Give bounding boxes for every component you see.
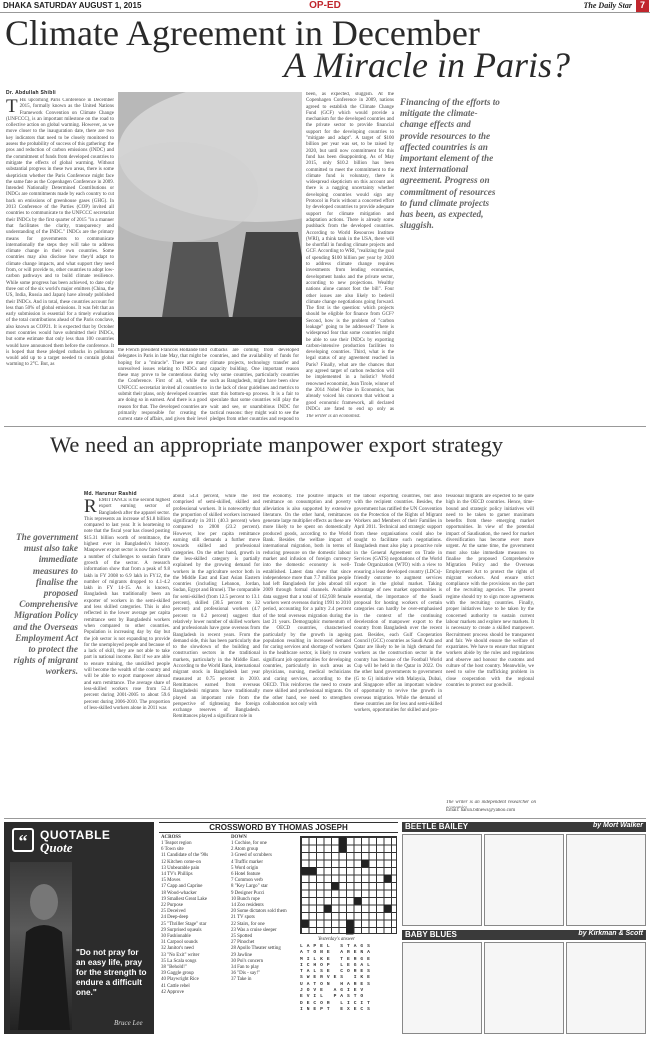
article1-col4: been, as expected, sluggish. At the Copenhagen Conference in 2009, nations agreed to establish the Climate Change Fund (GCF) which would provide a mechanism for the developed countries and the private sector to provide financial support for the developing countries to "mitigate and adapt". A target of $100 billion per year was set, to be raised by 2020, but until now commitment for this fund has been disappointing. As of May 2015, only $10.2 billion has been committed to meet the commitment to the climate fund is voluntary, there is widespread skepticism on this account and there is a nagging uncertainty whether developing countries would sign any Protocol in Paris without a concerted effort by developed countries to provide adequate support for climate mitigation and adaptation actions. There is already some pushback from the developed countries. According to World Resources Institute (WRI), a think tank in the USA, there will be shortfall in funding climate projects and GCF. According to WRI, "realizing the goal of spending $100 billion per year by 2020 to address climate change requires investments from lending economies, development banks and the private sector, according to new projections. Wealthy nations alone cannot foot the bill". Four other issues are also likely to bedevil climate change negotiations going forward. The first is the question: which projects should be eligible for finance from GCF? Second, how is the problem of "carbon leakage" going to be addressed? There is widespread fear that some countries might be able to use their INDCs by exporting carbon-intensive production facilities to developing countries. Third, what is the legal status of any agreement reached in Paris? Finally, what are the chances that any agreed target of carbon reduction will be implemented in a holistic? World renowned economist, Jean Tirole, winner of the 2014 Nobel Prize in Economics, has already voiced his concern that without a good economic framework, all declared INDCs are fated to end up only as: [302, 92, 394, 412]
across-clue: 11 Candidate of the '90s: [161, 853, 209, 859]
paper-name: The Daily Star: [583, 1, 632, 10]
across-clue: 41 Cattle rebel: [161, 983, 190, 989]
crossword-grid[interactable]: [300, 836, 397, 934]
bruce-lee-portrait: [10, 862, 72, 1030]
article2-email: Email: harun.bdnews@yahoo.com: [446, 808, 516, 813]
across-clue: 38 "Behold!": [161, 965, 187, 971]
across-clue: 29 Surprised squeals: [161, 927, 202, 933]
baby-blues-panel-1: [402, 942, 482, 1034]
masthead: [0, 0, 650, 13]
across-clue: 32 Janitor's need: [161, 946, 194, 952]
down-clue: 36 "Dis - say!": [231, 971, 261, 977]
beetle-bailey-header: [402, 822, 646, 832]
down-clue: 1 Cochise, for one: [231, 841, 267, 846]
quote-author: Bruce Lee: [114, 1019, 143, 1027]
across-clue: 42 Approve: [161, 989, 184, 995]
byline-rashid: Md. Harunur Rashid: [84, 491, 137, 497]
down-clue: 7 Common verb: [231, 878, 263, 884]
quotable-label: QUOTABLE: [40, 828, 111, 842]
down-clue: 20 Some dictators sold them: [231, 909, 287, 915]
across-clue: 19 Smallest Great Lake: [161, 896, 208, 902]
across-clue: 25 Deceived: [161, 909, 186, 915]
down-clue: 4 Traffic marker: [231, 859, 263, 865]
across-clue: 14 TV's Phillips: [161, 872, 193, 878]
drop-cap-t: T: [6, 98, 18, 117]
baby-blues-author: by Kirkman & Scott: [578, 930, 643, 937]
byline-shibli: Dr. Abdullah Shibli: [6, 90, 56, 96]
across-clue: 25 "Thriller Stage" star: [161, 921, 207, 927]
section-label: OP-ED: [309, 0, 341, 11]
beetle-bailey-panel-3: [566, 834, 646, 926]
down-clue: 34 Fan to play: [231, 965, 260, 971]
across-clues: [161, 841, 229, 996]
article1-col1: [6, 98, 114, 424]
beetle-bailey-author: by Mort Walker: [592, 822, 643, 829]
down-clue: 21 TV spots: [231, 915, 255, 921]
across-label: ACROSS: [161, 835, 181, 840]
down-clue: 9 Designer Pucci: [231, 890, 265, 896]
divider: [4, 426, 646, 427]
down-label: DOWN: [231, 835, 247, 840]
across-clue: 6 Town site: [161, 847, 184, 853]
article1-col3: cutbacks are coming from developed countries, and the availability of funds for climate projects, technology transfer and capacity building. One important reason why some countries, particularly countries such as Bangladesh, might have been slow in the lack of clear guidelines and metrics to start this bottom-up process. It is a fair to speculate that some countries will play the wait and see, or unambitious INDC for tactical reasons: they might wait to see the pledges from other countries and respond to: [210, 348, 299, 423]
article2-col5: fessional migrants are expected to be quite high in the OECD countries. Hence, time-bound and strategic policy initiatives will need to be taken to garner maximum benefits from these emerging market opportunities. In view of the potential impact of Saudisation, the need for market diversification has become ever more urgent. At the same time, the government must also take immediate measures to finalise the proposed Comprehensive Migration Policy and the Overseas Employment Act to protect the rights of migrant workers. And ensure strict compliance with the provisions on the part of the recruiting agencies. The present regime should try to sign more agreements with the recruiting countries. Finally, proper initiatives have to be taken by the concerned authority to sustain current labour markets and explore new markets. It is necessary to create a skilled manpower. Recruitment process should be transparent and fair. We should ensure the welfare of expatriates. We have to ensure that migrant workers abide by the rules and regulations and observe and honour the customs and culture of the host country. Meanwhile, we need to solve the trafficking problem in close cooperation with the regional countries to protect our goodwill.: [446, 494, 534, 688]
down-clue: 2 Atom group: [231, 847, 259, 853]
quotable-quote-box: [4, 822, 154, 1034]
page-number: 7: [636, 0, 649, 12]
down-clue: 28 Apollo Theater setting: [231, 946, 281, 952]
down-clue: 23 Was a cruise sleeper: [231, 927, 277, 933]
beetle-bailey-panel-2: [484, 834, 564, 926]
across-clue: 30 Fashionable: [161, 934, 191, 940]
baby-blues-title: BABY BLUES: [405, 930, 457, 939]
divider: [4, 818, 646, 819]
quote-icon: “: [12, 828, 34, 852]
baby-blues-header: [402, 930, 646, 940]
across-clue: 24 Deep-deep: [161, 915, 189, 921]
across-clue: 15 Moves: [161, 878, 181, 884]
across-clue: 13 Unbearable pain: [161, 865, 200, 871]
beetle-bailey-title: BEETLE BAILEY: [405, 822, 469, 831]
across-clue: 33 "No Exit" writer: [161, 952, 200, 958]
down-clue: 30 Poi's concern: [231, 958, 264, 964]
article2-col4: the labour exporting countries, but also with the recipient countries. Besides, the government has ratified the UN Convention on the Protection of the Rights of Migrant Workers and Members of their Families in April 2011. Technical and strategic support from these organisations could also be sought to facilitate such negotiations. Bangladesh must also play a proactive role in the General Agreement on Trade in Services (GATS) negotiations of the World Trade Organization (WTO) with a view to ensuring a least developed country (LDCs)-friendly outcome to augment services export in the global market. Taking advantage of new market opportunities is essential, the importance of the Saudi proposal for hosting workers of certain categories can hardly be over-emphasised in the context of the continuing deceleration of manpower export to the country from Bangladesh over the recent past. Besides, each Gulf Cooperation Council (GCC) countries as Saudi Arab and Qatar are likely to be in high demand for workers as the construction sector in the country has because of the Football World Cup will be held in the Qatar in 2022. On the other hand governments to government (G to G) initiative with Malaysia, Dubai, and Singapore offer an important window of opportunity to revive the growth in overseas migration. While the demand of these countries are for less and semi-skilled workers, opportunities for skilled and pro-: [354, 494, 442, 714]
down-clue: 27 Pinochet: [231, 940, 255, 946]
masthead-date: DHAKA SATURDAY AUGUST 1, 2015: [3, 1, 142, 10]
headline-climate: Climate Agreement in December: [5, 13, 480, 53]
down-clue: 6 Hotel feature: [231, 872, 261, 878]
baby-blues-panel-2: [484, 942, 564, 1034]
article1-footnote: The writer is an economist.: [306, 414, 361, 419]
article1-col2: the French president Francois Hollande told delegates in Paris in late May, that might be hoping for a "miracle". There are many unresolved issues relating to INDCs and these may prove to be contentious during the Conference. First of all, while the UNFCCC secretariat invited all countries to submit their plans, only developed countries are doing so in earnest. And there is a good reason for that. The developed countries are primarily responsible for creating the current state of affairs, and given their level: [118, 348, 207, 423]
quote-label: Quote: [40, 840, 73, 855]
article2-col1: [84, 498, 170, 816]
pull-quote-financing: Financing of the efforts to mitigate the climate-change effects and provide resources to the affected countries is an important element of the next international agreement. Progress on commitment of resources to fund climate projects has been, as expected, sluggish.: [400, 97, 500, 231]
across-clue: 18 Wood-whacker: [161, 890, 197, 896]
headline-manpower: We need an appropriate manpower export strategy: [50, 432, 503, 457]
yesterday-answer-grid: L A P E L S T A G S A T O N E A R E N A M I L K E T E R G E I C H O P L E G A L T A L S E C O R E S S W E R V E S I K E U A T O N H A R E S J O V E A G I E V E V I L P A S T O D E C O R L I C I T I N E P T E X E C S: [300, 944, 371, 1012]
across-clue: 40 Playwright Rice: [161, 977, 199, 983]
crossword-title: CROSSWORD BY THOMAS JOSEPH: [159, 822, 398, 833]
across-clue: 22 Purpose: [161, 903, 183, 909]
down-clue: 14 Zoo residents: [231, 903, 264, 909]
across-clue: 35 La Scala songs: [161, 958, 197, 964]
across-clue: 1 Teapot region: [161, 841, 192, 846]
article2-col1-text: EMITTANCE is the second highest export earning sector of Bangladesh after the apparel sector. This represents an increase of $1.8 billion compared to last year. It is heartening to note that the fiscal year has closed posting $15.31 billion worth of remittance, the highest ever in Bangladesh's history. Manpower export sector is now faced with a number of challenges to sustain future growth of the sector. A research information show that from a peak of 9.8 lakh in FY 2008 to 6.9 lakh in FY12, the number of migrants dropped to 4.1-4.2 lakh in FY 14-15. As is known, Bangladesh has traditionally been an exporter of workers in the semi-skilled and less skilled categories. This is also reflected in the lower average per capita remittance sent by Bangladeshi workers when compared to other countries. Population is increasing day by day but the job sector is not expanding to provide for the unemployed people and because of a lack of skill, they are not able to take part in national income. But if we are able to ensure training, the unskilled people will become the wealth of the country and will be able to export manpower abroad and earn remittance. The average share of less-skilled workers rose from 52.4 percent during 2001-2005 to about 59.6 percent during 2006-2010. The proportion of less-skilled workers alone in 2011 was: [84, 498, 170, 711]
headline-miracle: A Miracle in Paris?: [283, 45, 570, 85]
beetle-bailey-panel-1: [402, 834, 482, 926]
yesterday-answer-label: Yesterday's answer: [318, 937, 355, 942]
down-clue: 37 Take in: [231, 977, 252, 983]
quote-text: "Do not pray for an easy life, pray for the strength to endure a difficult one.": [76, 948, 147, 997]
across-clue: 31 Carpool sounds: [161, 940, 198, 946]
down-clue: 22 Stairs, for one: [231, 921, 265, 927]
down-clue: 8 "Key Largo" star: [231, 884, 268, 890]
pull-quote-government: The government must also take immediate measures to finalise the proposed Comprehensive Migration Policy and the Overseas Employment Act to protect the rights of migrant workers.: [13, 532, 78, 677]
across-clue: 39 Gaggle group: [161, 971, 194, 977]
drop-cap-r: R: [84, 498, 97, 517]
down-clue: 3 Greed of scrubbers: [231, 853, 272, 859]
baby-blues-panel-3: [566, 942, 646, 1034]
across-clue: 12 Kitchen come-on: [161, 859, 201, 865]
article1-col1-text: HE upcoming Paris Conference in December 2015, formally known as the United Nations Framework Convention on Climate Change (UNFCCC), is an important milestone on the road to collective action on global warming. However, as we move closer to the inauguration date, there are two key indicators that need to be closely monitored to assess the probability of success of this gathering: the pros and reduction of carbon emissions (INDC) and the commitment of funds from developed countries to mitigate the effects of global warming. Without substantial progress in these two areas, there is some skepticism whether the Paris Conference might face the same fate as the Copenhagen Conference in 2009. Intended Nationally Determined Contributions or INDCs are commitments made by each country to cut back on emissions of greenhouse gases (GHG). In 2013 Conference of the Parties (COP) invited all countries to communicate to the UNFCCC secretariat their INDCs by the first quarter of 2015 "in a manner that facilitates the clarity, transparency and understanding of the INDC." INDCs are the primary means for governments to communicate internationally the steps they will take to address climate change in their own countries. Some countries may also disclose how they'd adapt to climate change impacts, and what support they need from, or will provide to, other countries to adopt low-carbon pathways and to build climate resilience. While some progress has been achieved, to date only three out of the six world's major emitters (China, the US, India, Russia and Japan) have already published their INDCs. And in total, these countries account for less than 50% of global emissions. It was felt that an early submission is essential for a timely evaluation of the total contributions ahead of the Paris conclave, also known as COP21. It is expected that by October most countries would have submitted their INDCs, but some estimate that only less than 100 countries would have announced them before the conference. It is hoped that these pledged cutbacks in pollutants would add up to a target needed to contain global warming to 2°C. But, as: [6, 98, 114, 368]
down-clue: 29 Jawline: [231, 952, 253, 958]
article2-footnote: The writer is an independent researcher on: [446, 800, 536, 805]
down-clues: [231, 841, 299, 984]
across-clue: 17 Capp and Caprine: [161, 884, 203, 890]
article2-col3: the economy. The positive impacts of remittance on consumption and poverty alleviation is also supported by extensive literature. On the other hand, remittances generate large multiplier effects as these are more likely to be spent on domestically produced goods, according to the World Bank. Besides the welfare impact of international migration, both in terms of reducing pressure on the domestic labour market and infusion of foreign currency into the domestic economy is well-established. Latest data show that since independence more than 7.7 million people had left Bangladesh for jobs abroad till 2009 through formal channels. Available data suggest that a total of 162,938 female workers went overseas during 1991 to 2010 period, accounting for a paltry 2.4 percent of the total overseas migration during the last 21 years. Demographic momentum of the OECD countries, characterised particularly by the growth in ageing population resulting in increased demand for caring services and shortage of workers in the healthcare sector, is likely to create significant job opportunities for developing countries, particularly in such areas as physicians, nursing, medical technicians and caring services, according to the OECD. This reinforces the need to create more skilled and professional migrants. On the other hand, we need to strengthen collaboration not only with: [263, 494, 351, 707]
down-clue: 5 Word origin: [231, 865, 259, 871]
down-clue: 10 Bunch rope: [231, 896, 260, 902]
article2-col2: about 54.4 percent, while the rest comprised of semi-skilled, skilled and professional workers. It is noteworthy that the proportion of skilled workers increased significantly in 2011 (40.3 percent) when compared to 2000 (23.2 percent). However, low per capita remittance earning still demands a further move towards skilled and professional categories. On the other hand, growth in the less-skilled category is partially explained by the growing demand for workers in the agriculture sector both in the Middle East and East Asian Eastern countries (including Lebanon, Jordan, Sudan, Egypt and Brunei). The comparable for semi-skilled (from 12.5 percent to 13.1 percent), skilled (30.5 percent to 32 percent) and professional workers (4.7 percent to 0.2 percent) suggest that relatively lower number of skilled workers and professionals have gone overseas from Bangladesh in recent years. From the demand side, this has been particularly due to the slowdown of the building and construction sectors in the traditional markets, particularly in the Middle East. According to the World Bank, international migrant stock in Bangladesh last year measured at 0.75 percent in 2010. Remittances earned from overseas Bangladeshi migrants have traditionally played an important role from the perspective of tightening the foreign exchange reserves of Bangladesh. Remittances played a significant role in: [173, 494, 260, 720]
down-clue: 25 Spotted: [231, 934, 253, 940]
